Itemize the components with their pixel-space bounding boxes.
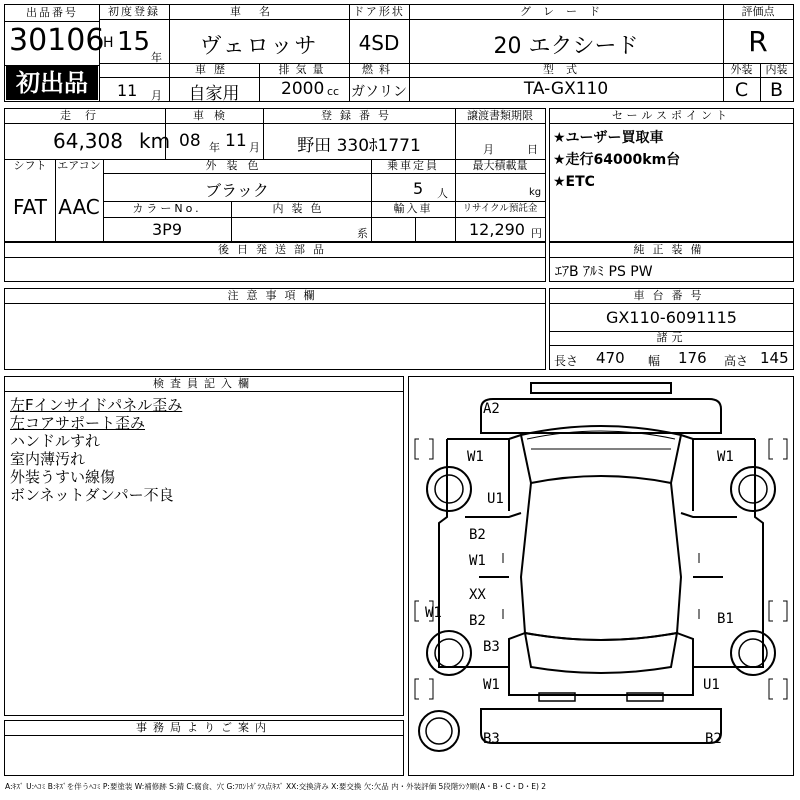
spare-tire [419,711,459,751]
sales-point-list [553,127,680,193]
tire-fl [427,467,471,511]
chassis-panel [549,288,794,370]
interior-color-label: 内装色 [272,202,330,215]
tire-rr [731,631,775,675]
rear-glass [525,633,677,673]
capacity: 5 [413,179,424,198]
mark-rear-bumper-l: B3 [483,731,500,747]
equipment-items: ｴｱB ｱﾙﾐ PS PW [555,264,653,280]
inspection-year-unit: 年 [209,141,220,154]
import-label: 輸入車 [393,202,433,215]
history-label: 車歴 [195,63,233,76]
era: H [103,35,114,51]
mark-fr-fender: W1 [717,449,734,465]
inspector-label: 検査員記入欄 [153,377,255,390]
length: 470 [596,349,625,367]
rear-bumper [481,709,721,743]
interior-color-unit: 系 [357,227,368,240]
recycle-fee: 12,290 [469,220,525,239]
sales-point-item: ★ユーザー買取車 [553,130,664,146]
shift: FAT [12,195,47,219]
load-unit: kg [529,187,542,198]
score: R [748,25,768,58]
color: ブラック [205,181,269,200]
height-label: 高さ [724,354,749,368]
sales-point-panel [549,108,794,242]
length-label: 長さ [554,354,579,368]
car-name-label: 車名 [230,5,288,18]
mark-roof-b2: B2 [469,527,486,543]
hood-outline [481,399,721,433]
inspector-remarks [10,396,182,504]
recycle-label: リサイクル預託金 [462,203,538,214]
mark-roof-b2b: B2 [469,613,486,629]
lot-no-label: 出品番号 [26,6,78,19]
capacity-label: 乗車定員 [387,159,439,172]
car-diagram [409,377,793,775]
equipment-label: 純正装備 [633,243,710,256]
interior-score: B [769,79,784,101]
tire-fr [731,467,775,511]
load-label: 最大積載量 [472,159,528,172]
exterior-label: 外装 [730,63,753,76]
plate-label: 登録番号 [321,109,397,122]
first-listing-badge: 初出品 [6,66,98,100]
sales-point-item: ★ETC [553,174,595,190]
color-label: 外装色 [205,159,269,172]
remark-item: ハンドルすれ [10,432,101,450]
office-label: 事務局よりご案内 [136,721,272,734]
mark-rr-quarter: B1 [717,611,734,627]
front-bumper [531,383,671,393]
later-parts-panel [4,242,546,282]
first-reg-year: 15 [117,27,151,57]
mark-lr-quarter: W1 [425,605,442,621]
interior-label: 内装 [765,63,788,76]
car-name: ヴェロッサ [199,34,319,59]
mark-windshield: U1 [487,491,504,507]
ac: AAC [58,195,100,219]
sales-point-label: セールスポイント [611,109,731,122]
mark-trunk-w1: W1 [483,677,500,693]
shift-label: シフト [13,159,47,172]
color-no: 3P9 [151,220,182,239]
recycle-unit: 円 [531,227,542,240]
remark-item: 室内薄汚れ [10,450,86,468]
inspection-month: 11 [225,131,247,151]
model-label: 型式 [543,63,589,76]
mileage-unit: km [139,129,171,153]
width: 176 [678,349,707,367]
caution-label: 注意事項欄 [227,289,323,302]
lot-no: 30106 [9,23,105,58]
mark-hood: A2 [483,401,500,417]
car-diagram-panel [408,376,794,776]
roof [521,483,681,640]
history: 自家用 [188,84,240,104]
dims-label: 諸元 [656,331,687,344]
caution-panel [4,288,546,370]
later-parts-label: 後日発送部品 [218,243,332,256]
mileage: 64,308 [53,129,123,153]
damage-legend: A:ｷｽﾞ U:ﾍｺﾐ B:ｷｽﾞを伴うﾍｺﾐ P:要塗装 W:補修跡 S:錆 C:腐食、穴 G:ﾌﾛﾝﾄｶﾞﾗｽ点ｷｽﾞ XX:交換済み X:要交換 欠:欠品 内・外装評価 5段階ﾗﾝｸ順(A・B・C・D・E) 2 [5,782,547,791]
mileage-label: 走行 [60,109,110,122]
mark-roof-w1: W1 [469,553,486,569]
spec-panel [4,108,546,242]
sales-point-item: ★走行64000km台 [553,152,681,168]
office-panel [4,720,404,776]
mark-rear-bumper-r: B2 [705,731,722,747]
plate: 野田 330ﾎ1771 [297,136,421,156]
door-label: ドア形状 [353,5,405,18]
displacement: 2000 [281,79,325,99]
cabin [521,426,681,483]
mark-trunk-b3: B3 [483,639,500,655]
chassis-number: GX110-6091115 [606,308,737,327]
chassis-label: 車台番号 [633,289,710,302]
remark-item: 左コアサポート歪み [10,414,146,432]
model: TA-GX110 [523,79,609,99]
first-reg-label: 初度登録 [108,5,160,18]
inspection-month-unit: 月 [249,141,260,154]
height: 145 [760,349,789,367]
month-unit: 月 [151,89,162,102]
mark-roof-xx: XX [469,587,486,603]
ac-label: エアコン [57,159,101,172]
first-reg-month: 11 [117,81,138,100]
fuel: ガソリン [351,84,407,100]
remark-item: 外装うすい線傷 [10,468,116,486]
transfer-day-unit: 日 [527,143,538,156]
displacement-unit: cc [327,85,340,98]
inspector-panel [4,376,404,716]
mark-fl-fender: W1 [467,449,484,465]
exterior-score: C [734,79,749,101]
header-panel [4,4,794,102]
capacity-unit: 人 [437,187,448,200]
transfer-label: 譲渡書類期限 [467,109,533,122]
grade: 20 エクシード [493,34,639,59]
width-label: 幅 [648,354,661,368]
displacement-label: 排気量 [278,63,330,76]
remark-item: ボンネットダンパー不良 [10,486,174,504]
color-no-label: カラーNo. [132,202,202,215]
mark-rear-glass: U1 [703,677,720,693]
inspection-label: 車検 [193,109,235,122]
grade-label: グレード [520,5,612,18]
door: 4SD [358,31,400,55]
transfer-month-unit: 月 [483,143,494,156]
tire-rl [427,631,471,675]
remark-item: 左Fインサイドパネル歪み [10,396,183,414]
score-label: 評価点 [741,5,775,18]
inspection-year: 08 [179,131,201,151]
year-unit: 年 [151,51,162,64]
fuel-label: 燃料 [362,63,396,76]
equipment-panel [549,242,794,282]
